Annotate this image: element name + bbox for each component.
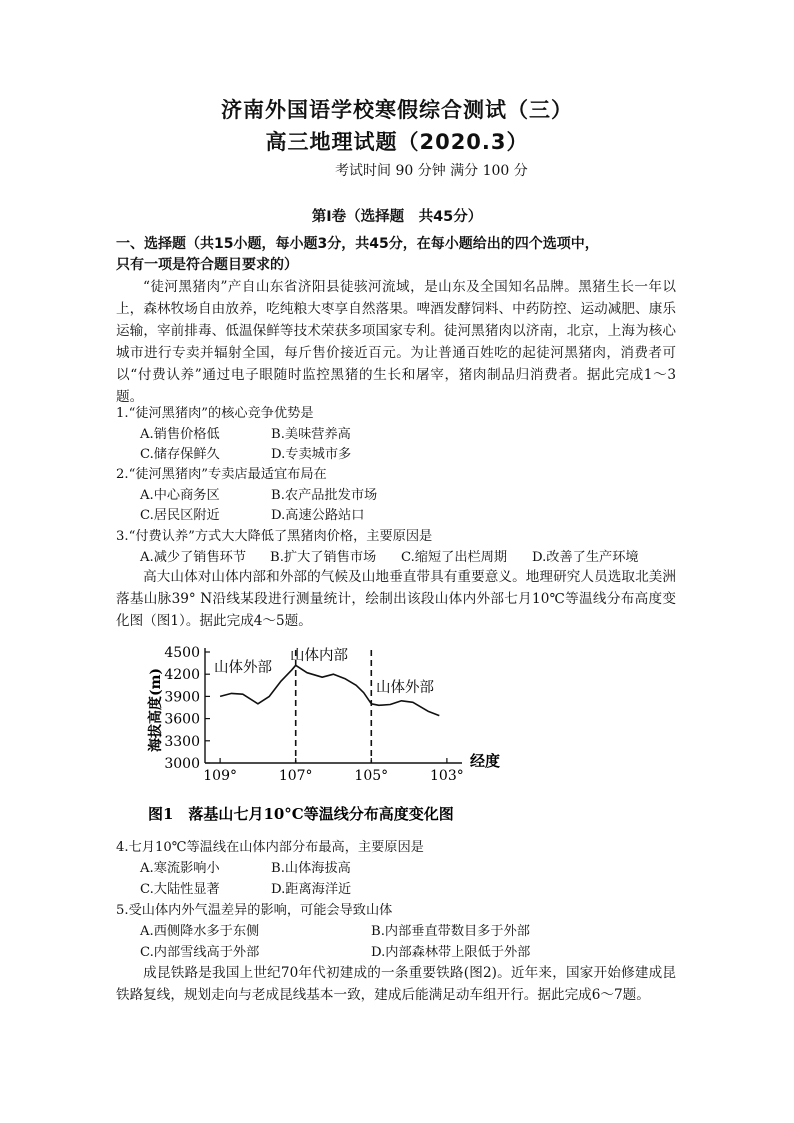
x-tick-label: 103°: [430, 768, 464, 784]
passage-3: [116, 962, 676, 1006]
part-heading-line2: 只有一项是符合题目要求的）: [116, 257, 298, 273]
passage-1: [116, 276, 676, 408]
question-4-option-d: D.距离海洋近: [271, 882, 352, 897]
x-tick-label: 107°: [278, 768, 313, 784]
region-label-3: 山体外部: [376, 680, 434, 696]
question-2-option-b: B.农产品批发市场: [271, 488, 378, 503]
figure-1-chart: [0, 630, 794, 835]
y-tick-label: 3600: [164, 711, 200, 728]
part-heading-line1: 一、选择题（共15小题，每小题3分，共45分，在每小题给出的四个选项中，: [116, 236, 599, 252]
question-5-stem: 5.受山体内外气温差异的影响，可能会导致山体: [116, 903, 393, 918]
region-boundaries: [296, 650, 372, 763]
question-5-option-a: A.西侧降水多于东侧: [140, 924, 260, 939]
question-2-option-a: A.中心商务区: [140, 488, 220, 503]
question-2-option-c: C.居民区附近: [140, 508, 220, 523]
exam-info: 考试时间 90 分钟 满分 100 分: [335, 163, 528, 179]
x-tick-label: 109°: [203, 768, 237, 784]
question-1-option-a: A.销售价格低: [140, 427, 220, 442]
question-1-option-c: C.储存保鲜久: [140, 447, 220, 462]
question-3-option-a: A.减少了销售环节: [140, 550, 247, 565]
passage-3-text: 成昆铁路是我国上世纪70年代初建成的一条重要铁路(图2)。近年来，国家开始修建成昆铁路复线，规划走向与老成昆线基本一致，建成后能满足动车组开行。据此完成6～7题。: [116, 965, 676, 1003]
question-4-stem: 4.七月10℃等温线在山体内部分布最高，主要原因是: [116, 840, 424, 855]
passage-2-text: 高大山体对山体内部和外部的气候及山地垂直带具有重要意义。地理研究人员选取北美洲落基山脉39° N沿线某段进行测量统计，绘制出该段山体内外部七月10℃等温线分布高度变化图（图1）。据此完成4～5题。: [116, 569, 676, 629]
y-axis-label: 海拔高度(m): [148, 667, 164, 753]
question-3-stem: 3.“付费认养”方式大大降低了黑猪肉价格，主要原因是: [116, 529, 433, 544]
figure-caption: 图1 落基山七月10°C等温线分布高度变化图: [148, 805, 454, 823]
question-1-option-b: B.美味营养高: [271, 427, 351, 442]
question-4-option-a: A.寒流影响小: [140, 861, 220, 876]
question-5-option-d: D.内部森林带上限低于外部: [371, 945, 531, 960]
y-tick-label: 3000: [164, 756, 200, 772]
question-5-option-c: C.内部雪线高于外部: [140, 945, 260, 960]
region-label-1: 山体外部: [214, 660, 272, 676]
exam-subtitle: 高三地理试题（2020.3）: [265, 130, 529, 154]
y-tick-label: 4500: [164, 645, 200, 661]
passage-1-text: “徒河黑猪肉”产自山东省济阳县徒骇河流域，是山东及全国知名品牌。黑猪生长一年以上，森林牧场自由放养，吃纯粮大枣享自然落果。啤酒发酵饲料、中药防控、运动减肥、康乐运输，宰前排毒、低温保鲜等技术荣获多项国家专利。徒河黑猪肉以济南，北京，上海为核心城市进行专卖并辐射全国，每斤售价接近百元。为让普通百姓吃的起徒河黑猪肉，消费者可以“付费认养”通过电子眼随时监控黑猪的生长和屠宰，猪肉制品归消费者。据此完成1～3题。: [116, 279, 676, 405]
question-4-option-b: B.山体海拔高: [271, 861, 351, 876]
question-3-option-c: C.缩短了出栏周期: [401, 550, 508, 565]
y-tick-label: 4200: [164, 667, 200, 684]
question-2-stem: 2.“徒河黑猪肉”专卖店最适宜布局在: [116, 467, 327, 482]
y-tick-label: 3300: [164, 733, 200, 750]
y-tick-label: 3900: [164, 689, 200, 706]
question-2-option-d: D.高速公路站口: [271, 508, 365, 523]
x-tick-label: 105°: [354, 768, 389, 784]
question-1-stem: 1.“徒河黑猪肉”的核心竞争优势是: [116, 406, 314, 421]
section-title: 第Ⅰ卷（选择题 共45分）: [311, 209, 483, 225]
x-axis-label: 经度: [470, 752, 501, 770]
question-3-option-b: B.扩大了销售市场: [270, 550, 377, 565]
question-1-option-d: D.专卖城市多: [271, 447, 352, 462]
x-axis: [203, 758, 463, 784]
region-labels: [214, 647, 434, 696]
question-3-option-d: D.改善了生产环境: [532, 550, 639, 565]
region-label-2: 山体内部: [290, 648, 348, 664]
exam-title: 济南外国语学校寒假综合测试（三）: [221, 98, 573, 122]
y-axis: [164, 645, 210, 772]
question-5-option-b: B.内部垂直带数目多于外部: [371, 924, 530, 939]
question-4-option-c: C.大陆性显著: [140, 882, 220, 897]
passage-2: [116, 566, 676, 632]
